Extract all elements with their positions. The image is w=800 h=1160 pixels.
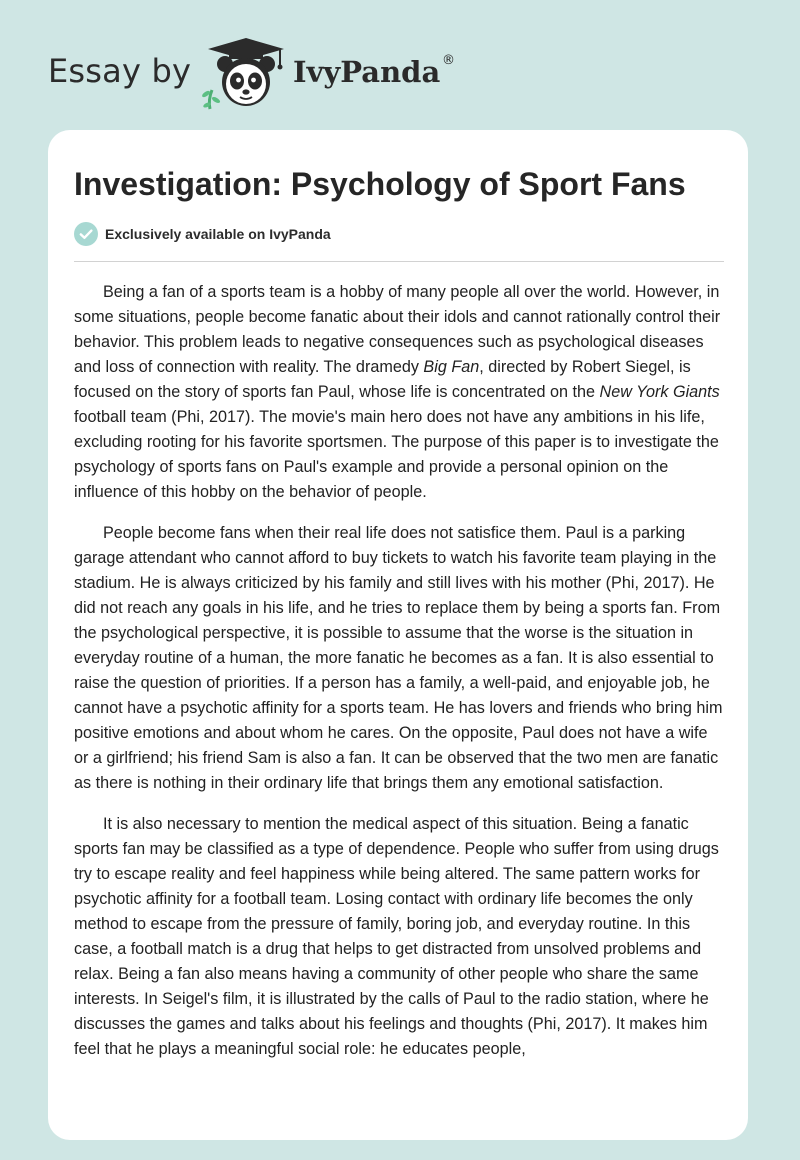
- text-segment: People become fans when their real life does not satisfice them. Paul is a parking garage attendant who cannot afford to buy tickets to watch his favorite team playing in the stadium. He is always criticized by his family and still lives with his mother (Phi, 2017). He did not reach any goals in his life, and he tries to replace them by being a sports fan. From the psychological perspective, it is possible to assume that the worse is the situation in everyday routine of a human, the more fanatic he becomes as a fan. It is also essential to raise the question of priorities. If a person has a family, a well-paid, and enjoyable job, he cannot have a psychotic affinity for a sports team. He has lovers and friends who bring him positive emotions and about whom he cares. On the opposite, Paul does not have a wife or a girlfriend; his friend Sam is also a fan. It can be observed that the two men are fanatic as there is nothing in their ordinary life that brings them any emotional satisfaction.: [74, 524, 723, 792]
- essay-paragraph: [74, 280, 724, 505]
- check-circle-icon: [74, 222, 98, 246]
- exclusive-label: Exclusively available on IvyPanda: [105, 226, 331, 242]
- essay-paragraph: [74, 812, 724, 1062]
- ivypanda-wordmark[interactable]: IvyPanda: [293, 55, 441, 89]
- essay-body: [74, 280, 724, 1078]
- divider: [74, 261, 724, 262]
- text-segment: football team (Phi, 2017). The movie's main hero does not have any ambitions in his life, excluding rooting for his favorite sportsmen. The purpose of this paper is to investigate the psychology of sports fans on Paul's example and provide a personal opinion on the influence of this hobby on the behavior of people.: [74, 408, 719, 501]
- panda-graduate-icon[interactable]: [200, 36, 292, 110]
- essay-by-label: Essay by: [48, 52, 192, 90]
- site-header: [0, 0, 800, 120]
- exclusive-badge: [74, 222, 331, 246]
- film-title: Big Fan: [423, 358, 480, 376]
- essay-paragraph: [74, 521, 724, 796]
- essay-card: [48, 130, 748, 1140]
- page-title: Investigation: Psychology of Sport Fans: [74, 166, 686, 202]
- team-name: New York Giants: [599, 383, 720, 401]
- registered-mark: ®: [442, 53, 455, 68]
- text-segment: Being a fan of a sports team is a hobby of many people all over the world. However, in some situations, people become fanatic about their idols and cannot rationally control their behavior. This problem leads to negative consequences such as psychological diseases and loss of connection with reality. The dramedy: [74, 283, 721, 376]
- text-segment: It is also necessary to mention the medical aspect of this situation. Being a fanatic sports fan may be classified as a type of dependence. People who suffer from using drugs try to escape reality and feel happiness while being altered. The same pattern works for psychotic affinity for a football team. Losing contact with ordinary life becomes the only method to escape from the pressure of family, boring job, and everyday routine. In this case, a football match is a drug that helps to get distracted from unsolved problems and relax. Being a fan also means having a community of other people who share the same interests. In Seigel's film, it is illustrated by the calls of Paul to the radio station, where he discusses the games and talks about his feelings and thoughts (Phi, 2017). It makes him feel that he plays a meaningful social role: he educates people,: [74, 815, 719, 1058]
- text-segment: , directed by Robert Siegel, is focused on the story of sports fan Paul, whose life is concentrated on the: [74, 358, 691, 401]
